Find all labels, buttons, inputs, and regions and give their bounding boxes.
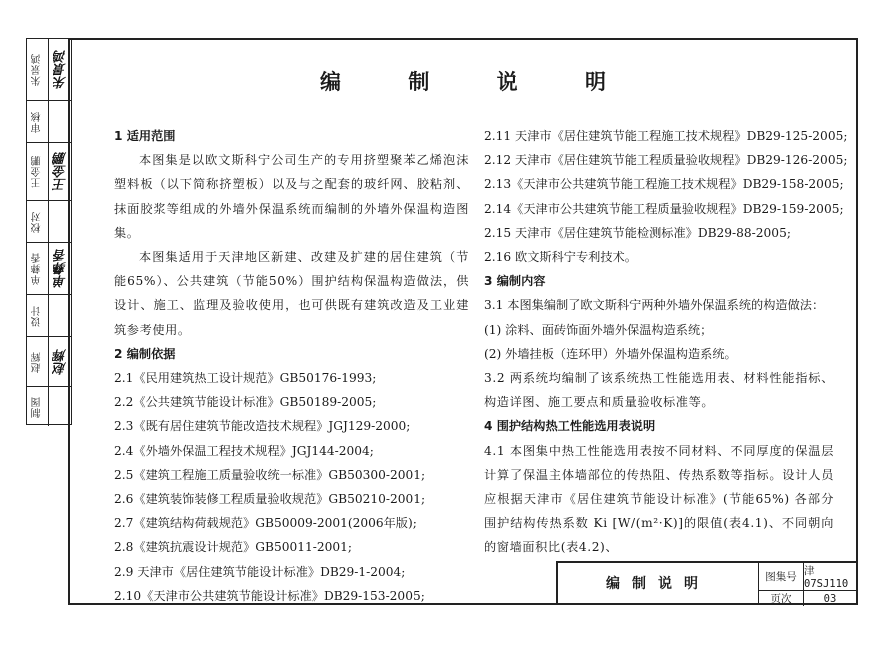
approval-cell	[27, 295, 71, 337]
list-item: 2.1《民用建筑热工设计规范》GB50176-1993;	[114, 371, 377, 386]
approval-cell	[27, 201, 71, 243]
list-item: (2) 外墙挂板（连环甲）外墙外保温构造系统。	[484, 346, 737, 361]
main-frame	[68, 38, 858, 605]
approval-role	[27, 295, 49, 336]
approval-role	[27, 39, 49, 100]
page-number-row	[759, 590, 856, 606]
approval-label: 王金鹏	[32, 155, 43, 188]
approval-strip	[26, 38, 72, 425]
approval-role	[27, 387, 49, 426]
left-column	[114, 124, 469, 608]
approval-label: 校对	[32, 210, 43, 233]
list-item: 2.12 天津市《居住建筑节能工程质量验收规程》DB29-126-2005;	[484, 153, 848, 168]
approval-cell	[27, 101, 71, 143]
list-item: 2.10《天津市公共建筑节能设计标准》DB29-153-2005;	[114, 588, 425, 603]
paragraph: 3.2 两系统均编制了该系统热工性能选用表、材料性能指标、构造详图、施工要点和质量验收标准等。	[484, 371, 834, 410]
list-item: 2.8《建筑抗震设计规范》GB50011-2001;	[114, 540, 352, 555]
signature: 朱景鸿	[53, 50, 69, 89]
section-heading: 2 编制依据	[114, 346, 176, 361]
list-item: 2.5《建筑工程施工质量验收统一标准》GB50300-2001;	[114, 467, 426, 482]
atlas-number-value: 津07SJ110	[804, 565, 849, 590]
approval-label: 设计	[32, 304, 43, 327]
approval-label: 赵辉	[32, 350, 43, 373]
title-block-meta	[759, 563, 856, 603]
approval-label: 朱景鸿	[32, 53, 43, 86]
approval-cell	[27, 337, 71, 387]
list-item: 2.4《外墙外保温工程技术规程》JGJ144-2004;	[114, 443, 374, 458]
section-heading: 4 围护结构热工性能选用表说明	[484, 419, 656, 434]
approval-role	[27, 201, 49, 242]
approval-cell	[27, 243, 71, 295]
section-heading: 1 适用范围	[114, 129, 176, 143]
list-item: (1) 涂料、面砖饰面外墙外保温构造系统；	[484, 322, 713, 337]
list-item: 2.2《公共建筑节能设计标准》GB50189-2005;	[114, 395, 377, 410]
section-heading: 3 编制内容	[484, 274, 546, 289]
atlas-number-row	[759, 563, 856, 590]
paragraph: 本图集是以欧文斯科宁公司生产的专用挤塑聚苯乙烯泡沫塑料板（以下简称挤塑板）以及与之配套的玻纤网、胶粘剂、抹面胶浆等组成的外墙外保温系统而编制的外墙外保温构造图集。	[114, 153, 469, 240]
list-item: 2.3《既有居住建筑节能改造技术规程》JGJ129-2000;	[114, 419, 411, 434]
list-item: 2.7《建筑结构荷载规范》GB50009-2001(2006年版);	[114, 516, 417, 531]
title-block	[556, 561, 858, 605]
signature: 赵辉	[53, 348, 69, 375]
approval-role	[27, 143, 49, 200]
list-item: 2.9 天津市《居住建筑节能设计标准》DB29-1-2004;	[114, 564, 406, 579]
page-title: 编 制 说 明	[320, 69, 636, 94]
list-item: 2.15 天津市《居住建筑节能检测标准》DB29-88-2005;	[484, 225, 791, 240]
list-item: 2.14《天津市公共建筑节能工程质量验收规程》DB29-159-2005;	[484, 201, 844, 216]
list-item: 2.13《天津市公共建筑节能工程施工技术规程》DB29-158-2005;	[484, 177, 844, 192]
approval-role	[27, 243, 49, 294]
page-number-label: 页次	[759, 591, 804, 606]
list-item: 3.1 本图集编制了欧文斯科宁两种外墙外保温系统的构造做法：	[484, 298, 825, 313]
signature: 王金鹏	[53, 152, 69, 191]
approval-role	[27, 337, 49, 386]
atlas-number-label: 图集号	[759, 563, 804, 590]
drawing-sheet	[26, 38, 858, 605]
approval-cell	[27, 39, 71, 101]
approval-cell	[27, 387, 71, 426]
approval-label: 单彝香	[32, 252, 43, 285]
approval-role	[27, 101, 49, 142]
approval-label: 制图	[32, 395, 43, 418]
right-column	[484, 124, 848, 560]
approval-cell	[27, 143, 71, 201]
paragraph: 本图集适用于天津地区新建、改建及扩建的居住建筑（节能65%）、公共建筑（节能50%）围护结构保温构造做法，供设计、施工、监理及验收使用，也可供既有建筑改造及工业建筑参考使用。	[114, 250, 469, 337]
title-block-name: 编制说明	[558, 563, 759, 603]
list-item: 2.6《建筑装饰装修工程质量验收规范》GB50210-2001;	[114, 492, 426, 507]
paragraph: 4.1 本图集中热工性能选用表按不同材料、不同厚度的保温层计算了保温主体墙部位的传热阻、传热系数等指标。设计人员应根据天津市《居住建筑节能设计标准》(节能65%) 各部分围护结构传热系数 Ki [W/(m²·K)]的限值(表4.1)、不同朝向的窗墙面积比(表4.2)、	[484, 443, 834, 555]
page-number-value: 03	[823, 592, 837, 605]
signature: 单彝香	[53, 249, 69, 288]
list-item: 2.11 天津市《居住建筑节能工程施工技术规程》DB29-125-2005;	[484, 129, 848, 143]
list-item: 2.16 欧文斯科宁专利技术。	[484, 250, 637, 265]
approval-label: 审核	[32, 110, 43, 133]
